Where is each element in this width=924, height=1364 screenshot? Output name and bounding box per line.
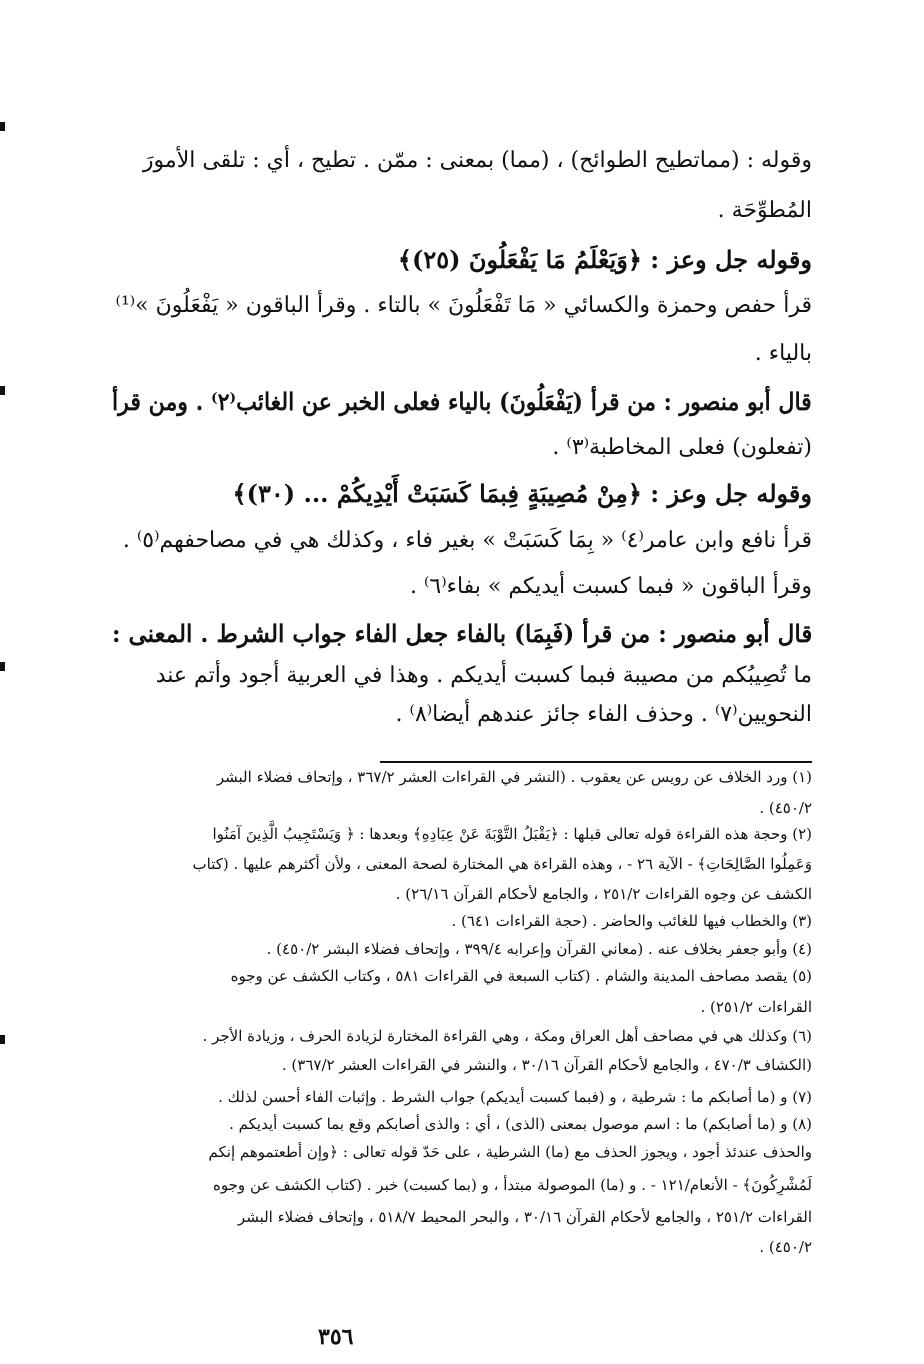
footnote-line: (٥) يقصد مصاحف المدينة والشام . (كتاب السبعة في القراءات ٥٨١ ، وكتاب الكشف عن وجوه xyxy=(230,967,812,985)
margin-mark xyxy=(0,1035,5,1044)
footnote-line: ٤٥٠/٢) . xyxy=(759,1238,812,1256)
body-line: وقرأ الباقون « فبما كسبت أيديكم » بفاء⁽٦⁾ . xyxy=(410,574,812,599)
commentary-line: قال أبو منصور : من قرأ (يَفْعَلُونَ) بالياء فعلى الخبر عن الغائب⁽٢⁾ . ومن قرأ xyxy=(112,387,813,416)
margin-mark xyxy=(0,386,5,395)
body-line: ما تُصِيبُكم من مصيبة فبما كسبت أيديكم . وهذا في العربية أجود وأتم عند xyxy=(155,663,812,688)
footnote-line: وَعَمِلُوا الصَّالِحَاتِ﴾ - الآية ٢٦ - ، وهذه القراءة هي المختارة لصحة المعنى ، ولأن أكثرهم عليها . (كتاب xyxy=(192,855,812,873)
body-line: المُطوِّحَة . xyxy=(717,198,812,223)
body-line: النحويين⁽٧⁾ . وحذف الفاء جائز عندهم أيضا⁽٨⁾ . xyxy=(395,702,812,727)
footnote-line: (٤) وأبو جعفر بخلاف عنه . (معاني القرآن وإعرابه ٣٩٩/٤ ، وإتحاف فضلاء البشر ٤٥٠/٢) . xyxy=(266,940,812,958)
footnote-line: القراءات ٢٥١/٢) . xyxy=(700,998,812,1016)
body-line: (تفعلون) فعلى المخاطبة⁽٣⁾ . xyxy=(552,435,812,460)
footnote-line: القراءات ٢٥١/٢ ، والجامع لأحكام القرآن ٣٠/١٦ ، والبحر المحيط ٥١٨/٧ ، وإتحاف فضلاء البشر xyxy=(237,1208,812,1226)
commentary-line: قال أبو منصور : من قرأ (فَبِمَا) بالفاء جعل الفاء جواب الشرط . المعنى : xyxy=(111,619,812,648)
body-line: قرأ حفص وحمزة والكسائي « مَا تَفْعَلُونَ » بالتاء . وقرأ الباقون « يَفْعَلُونَ »⁽¹⁾ xyxy=(115,293,812,318)
footnote-line: (٧) و (ما أصابكم ما : شرطية ، و (فبما كسبت أيديكم) جواب الشرط . وإثبات الفاء أحسن لذلك . xyxy=(218,1088,812,1106)
footnote-line: (٣) والخطاب فيها للغائب والحاضر . (حجة القراءات ٦٤١) . xyxy=(451,912,812,930)
footnote-line: (٢) وحجة هذه القراءة قوله تعالى قبلها : ﴿يَقْبَلُ التَّوْبَةَ عَنْ عِبَادِهِ﴾ وبعدها : ﴿ وَيَسْتَجِيبُ الَّذِينَ آمَنُوا xyxy=(212,825,812,843)
page-number: ٣٥٦ xyxy=(318,1324,354,1350)
margin-mark xyxy=(0,662,5,671)
footnote-line: ٤٥٠/٢) . xyxy=(759,799,812,817)
footnote-line: (الكشاف ٤٧٠/٣ ، والجامع لأحكام القرآن ٣٠/١٦ ، والنشر في القراءات العشر ٣٦٧/٢) . xyxy=(281,1056,812,1074)
footnote-line: (٦) وكذلك هي في مصاحف أهل العراق ومكة ، وهي القراءة المختارة لزيادة الحرف ، وزيادة الأجر . xyxy=(202,1027,812,1045)
footnote-line: لَمُشْرِكُونَ﴾ - الأنعام/١٢١ - . و (ما) الموصولة مبتدأ ، و (بما كسبت) خبر . (كتاب الكشف عن وجوه xyxy=(213,1176,812,1194)
margin-mark xyxy=(0,122,5,131)
footnote-divider xyxy=(380,761,812,763)
body-line: بالياء . xyxy=(754,341,812,366)
verse-heading: وقوله جل وعز : ﴿وَيَعْلَمُ مَا يَفْعَلُونَ (٢٥)﴾ xyxy=(397,245,812,274)
body-line: وقوله : (مماتطيح الطوائح) ، (مما) بمعنى : ممّن . تطيح ، أي : تلقى الأمورَ xyxy=(142,148,812,173)
body-line: قرأ نافع وابن عامر⁽٤⁾ « بِمَا كَسَبَتْ » بغير فاء ، وكذلك هي في مصاحفهم⁽٥⁾ . xyxy=(122,528,812,553)
footnote-line: (٨) و (ما أصابكم) ما : اسم موصول بمعنى (الذى) ، أي : والذى أصابكم وقع بما كسبت أيديكم . xyxy=(229,1115,812,1133)
footnote-line: (١) ورد الخلاف عن رويس عن يعقوب . (النشر في القراءات العشر ٣٦٧/٢ ، وإتحاف فضلاء البشر xyxy=(216,768,812,786)
footnote-line: والحذف عندئذ أجود ، ويجوز الحذف مع (ما) الشرطية ، على حَدّ قوله تعالى : ﴿وإن أطعتموهم إنكم xyxy=(208,1143,812,1161)
verse-heading: وقوله جل وعز : ﴿مِنْ مُصِيبَةٍ فِبمَا كَسَبَتْ أَيْدِيكُمْ ... (٣٠)﴾ xyxy=(232,479,812,508)
footnote-line: الكشف عن وجوه القراءات ٢٥١/٢ ، والجامع لأحكام القرآن ٢٦/١٦) . xyxy=(395,885,812,903)
